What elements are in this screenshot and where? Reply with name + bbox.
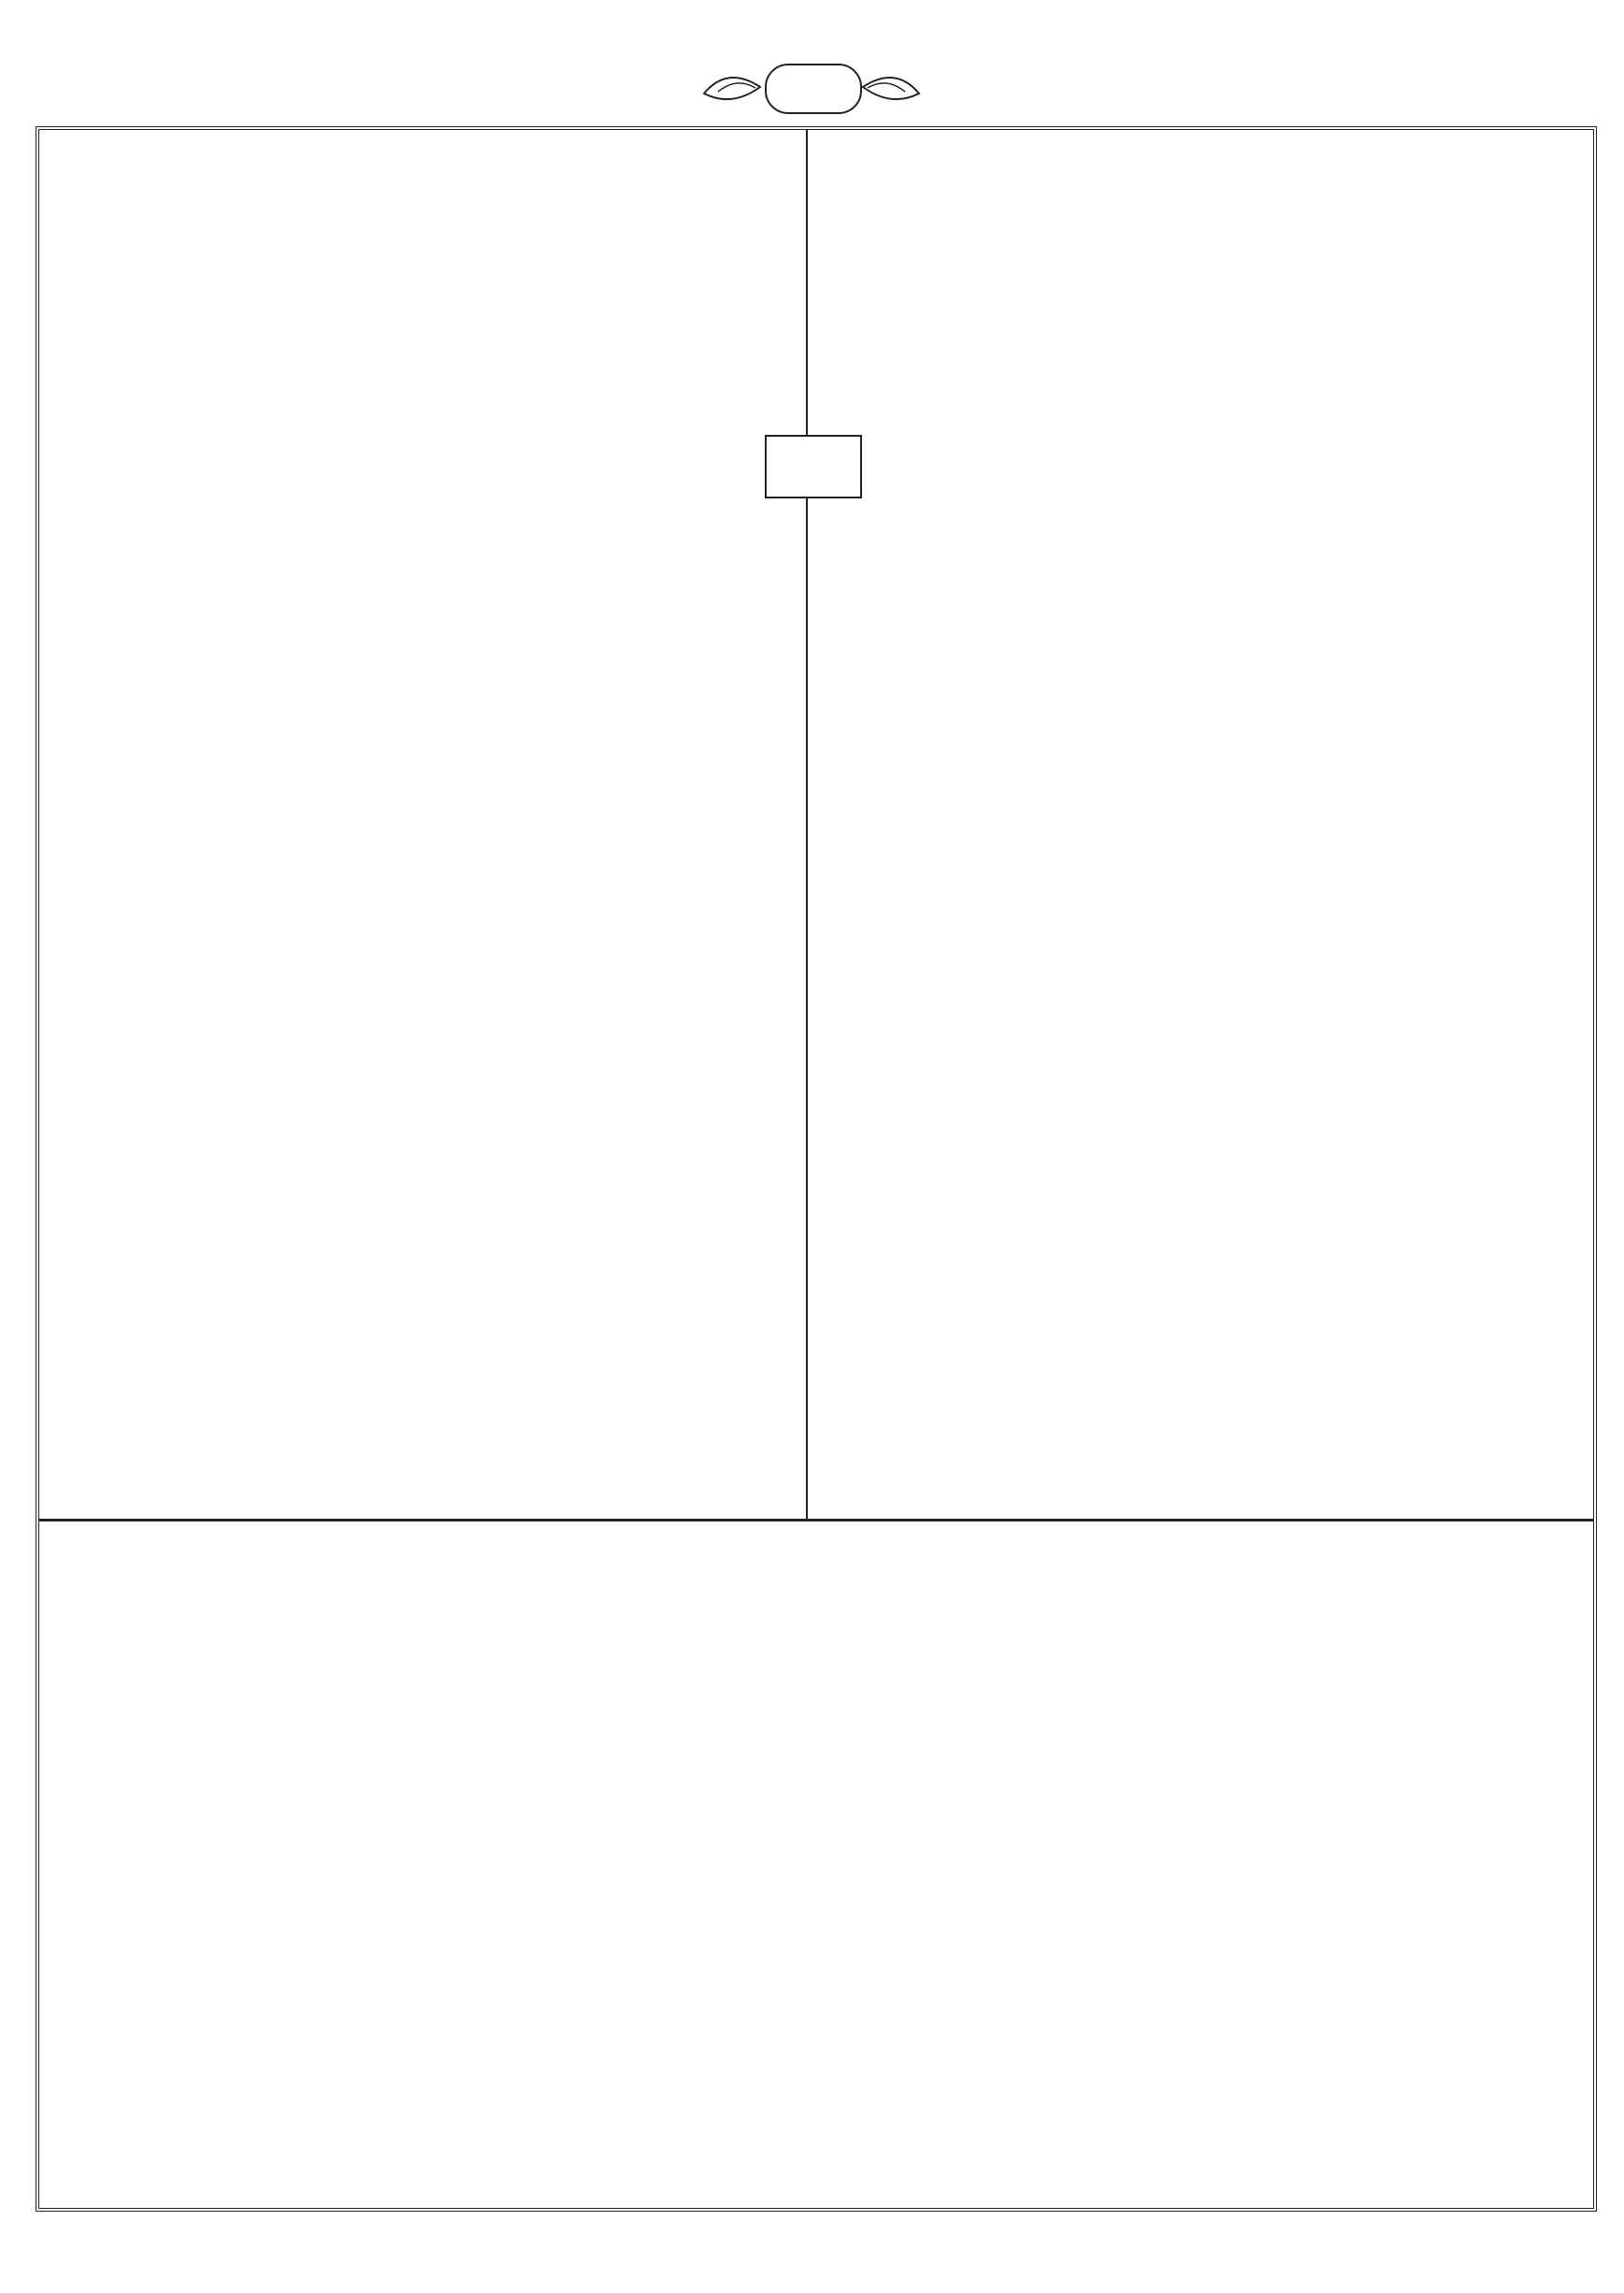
page-number xyxy=(765,64,862,114)
footnote-divider xyxy=(39,1519,1593,1521)
section-number-box xyxy=(765,435,862,498)
column-divider xyxy=(806,130,808,1521)
page-number-ornament xyxy=(695,56,928,118)
